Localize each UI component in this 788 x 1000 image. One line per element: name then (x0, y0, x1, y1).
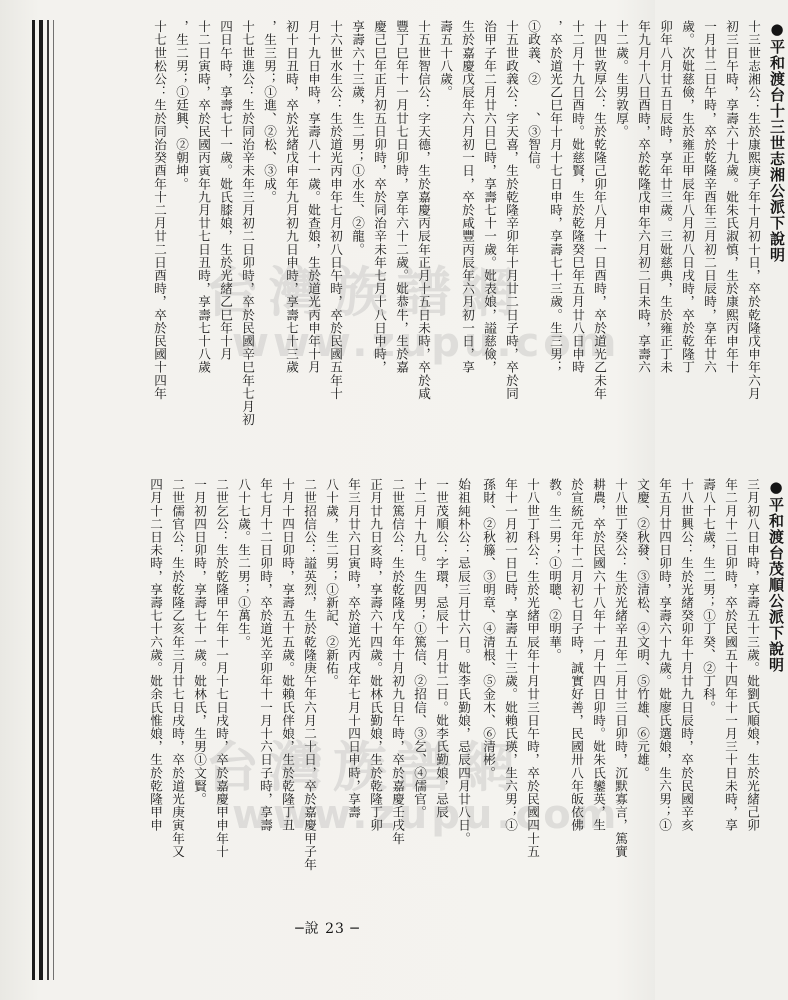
text-column: 十二歲。生男敦厚。 (614, 20, 629, 138)
text-column: 初十日丑時，卒於光緒戊申年九月初九日申時，享壽七十三歲 (284, 20, 299, 374)
text-column: 豐丁巳年十一月廿七日卯時，享年六十二歲。妣恭牛，生於嘉 (394, 20, 409, 374)
text-column: 十四世敦厚公：生於乾隆己卯年八月十一日酉時，卒於道光乙未年 (592, 20, 607, 400)
text-column: 十八世興公：生於光緒癸卯年十月廿九日辰時，卒於民國辛亥 (679, 478, 694, 832)
text-column: 二世招信公：謚英烈，生於乾隆庚午年六月二十日，卒於嘉慶甲子年 (302, 478, 317, 871)
text-column: ，卒於道光乙巳年十月十七日申時，享壽七十三歲。生三男； (548, 20, 563, 374)
text-column: 一月廿二日午時，卒於乾隆辛酉年三月初二日辰時，享年廿六 (702, 20, 717, 374)
watermark-text: 台灣族譜網 (205, 736, 525, 799)
text-column: 十七世松公：生於同治癸酉年十二月廿二日酉時，卒於民國十四年 (152, 20, 167, 400)
upper-genealogy-block (150, 20, 788, 458)
watermark-text: 台灣族譜網 (205, 261, 525, 324)
text-column: 年七月十二日卯時，卒於道光辛卯年十一月十六日子時，享壽 (258, 478, 273, 832)
text-column: 十八世丁科公：生於光緒甲辰年十月廿三日午時，卒於民國四十五 (525, 478, 540, 858)
text-column: 十六世水生公：生於道光丙申年七月初八日午時，卒於民國五年十 (328, 20, 343, 400)
binding-bar (47, 20, 49, 980)
binding-bar (32, 20, 35, 980)
binding-bar (53, 20, 54, 980)
text-column: 壽八十七歲，生二男；①丁癸、②丁科。 (701, 478, 716, 714)
text-column: 一月初四日卯時，享壽七十一歲。妣林氏，生男①文賢。 (192, 478, 207, 806)
section-title: ●平和渡台十三世志湘公派下說明 (768, 20, 786, 263)
section-title: ●平和渡台茂順公派下說明 (767, 478, 785, 673)
text-column: 月十九日申時，享壽八十一歲。妣查娘，生於道光丙申年十月 (306, 20, 321, 374)
text-column: 卯年八月廿五日辰時，享年廿三歲。三妣慈典，生於雍正丁未 (658, 20, 673, 374)
text-column: 耕農，卒於民國六十八年十一月十四日卯時。妣朱氏鑾英，生 (591, 478, 606, 832)
text-column: 生於嘉慶戊辰年六月初一日，卒於咸豐丙辰年六月初一日，享 (460, 20, 475, 374)
text-column: 年十一月初一日巳時，享壽五十三歲。妣賴氏瑛，生六男；① (503, 478, 518, 832)
scanned-binding-edge (20, 20, 64, 980)
text-column: 慶己巳年正月初五日卯時，卒於同治辛未年七月十八日申時， (372, 20, 387, 374)
watermark-url: www.zupu.com (232, 792, 621, 838)
text-column: 三月初八日申時，享壽五十三歲。妣劉氏順娘，生於光緒己卯 (745, 478, 760, 832)
text-column: 二世儒官公：生於乾隆乙亥年三月廿七日戌時，卒於道光庚寅年又 (170, 478, 185, 858)
binding-bar (39, 20, 43, 980)
text-column: 十二月十九日酉時。妣慈賢，生於乾隆癸巳年五月廿八日申時 (570, 20, 585, 374)
text-column: 四月十二日未時，享壽七十六歲。妣余氏惟娘，生於乾隆甲申 (148, 478, 163, 832)
text-column: 一世茂順公：字環，忌辰十一月廿二日。妣李氏勤娘，忌辰 (434, 478, 449, 819)
text-column: 年九月十八日酉時，卒於乾隆戊申年六月初二日未時，享壽六 (636, 20, 651, 374)
text-column: 享壽六十三歲，生二男；①水生、②龍。 (350, 20, 365, 256)
text-column: 正月廿九日亥時，享壽六十四歲。妣林氏勤娘，生於乾隆丁卯 (368, 478, 383, 832)
text-column: 年三月廿六日寅時，卒於道光丙戌年七月十四日申時，享壽 (346, 478, 361, 819)
watermark-url: www.zupu.com (232, 320, 621, 366)
text-column: 十二日寅時，卒於民國丙寅年九月廿七日丑時，享壽七十八歲 (196, 20, 211, 374)
text-column: 八十七歲。生二男；①萬生。 (236, 478, 251, 649)
text-column: 壽五十八歲。 (438, 20, 453, 99)
text-column: 文慶、②秋發、③清松、④文明、⑤竹雄、⑥元雄。 (635, 478, 650, 780)
text-column: 歲。次妣慈儉，生於雍正甲辰年八月初八日戌時，卒於乾隆丁 (680, 20, 695, 374)
text-column: 十月十四日卯時，享壽五十五歲。妣賴氏伴娘，生於乾隆丁丑 (280, 478, 295, 832)
text-column: 始祖純朴公：忌辰三月廿六日。妣李氏勤娘，忌辰四月廿八日。 (456, 478, 471, 845)
text-column: 十八世丁癸公：生於光緒辛丑年二月廿三日卯時，沉默寡言，篤實 (613, 478, 628, 858)
text-column: 十三世志湘公：生於康熙庚子年十月初十日，卒於乾隆戊申年六月 (746, 20, 761, 400)
text-column: 二世乞公：生於乾隆甲午年十一月十七日戌時，卒於嘉慶甲申年十 (214, 478, 229, 858)
text-column: ，生二男；①廷興、②朝坤。 (174, 20, 189, 191)
text-column: ，生三男；①進、②松、③成。 (262, 20, 277, 204)
text-column: 二世篤信公：生於乾隆戊午年十月初九日午時，卒於嘉慶壬戌年 (390, 478, 405, 845)
lower-genealogy-block (146, 478, 787, 871)
text-column: 十二月十九日。生四男；①篤信、②招信、③乞、④儒官。 (412, 478, 427, 819)
text-column: 孫財、②秋籐、③明章、④清根、⑤金木、⑥清彬。 (481, 478, 496, 780)
text-column: 年二月十二日卯時，卒於民國五十四年十一月三十日未時，享 (723, 478, 738, 832)
text-column: 於宣統元年十二月初七日子時，誠實好善，民國卅八年皈依佛 (569, 478, 584, 832)
text-column: 初三日午時，享壽六十九歲。妣朱氏淑慎，生於康熙丙申年十 (724, 20, 739, 374)
page-number: ─說 23 ─ (295, 921, 360, 937)
text-column: 十五世政義公：字天喜，生於乾隆辛卯年十月廿二日子時，卒於同 (504, 20, 519, 400)
text-column: 年五月廿四日卯時，享壽六十九歲。妣廖氏選娘，生六男；① (657, 478, 672, 832)
text-column: 十七世進公：生於同治辛未年三月初二日卯時，卒於民國辛巳年七月初 (240, 20, 255, 427)
text-column: 四日午時，享壽七十一歲。妣氏膝娘，生於光緒乙巳年十月 (218, 20, 233, 361)
text-column: 八十歲，生二男；①新記、②新佑。 (324, 478, 339, 688)
text-column: 十五世智信公：字天德，生於嘉慶丙辰年正月十五日未時，卒於咸 (416, 20, 431, 400)
text-column: ①政義、② 、③智信。 (526, 20, 541, 178)
text-column: 治甲子年二月廿六日巳時，享壽七十一歲。妣表娘，謚慈儉， (482, 20, 497, 374)
text-column: 教。生二男；①明聰、②明華。 (547, 478, 562, 662)
